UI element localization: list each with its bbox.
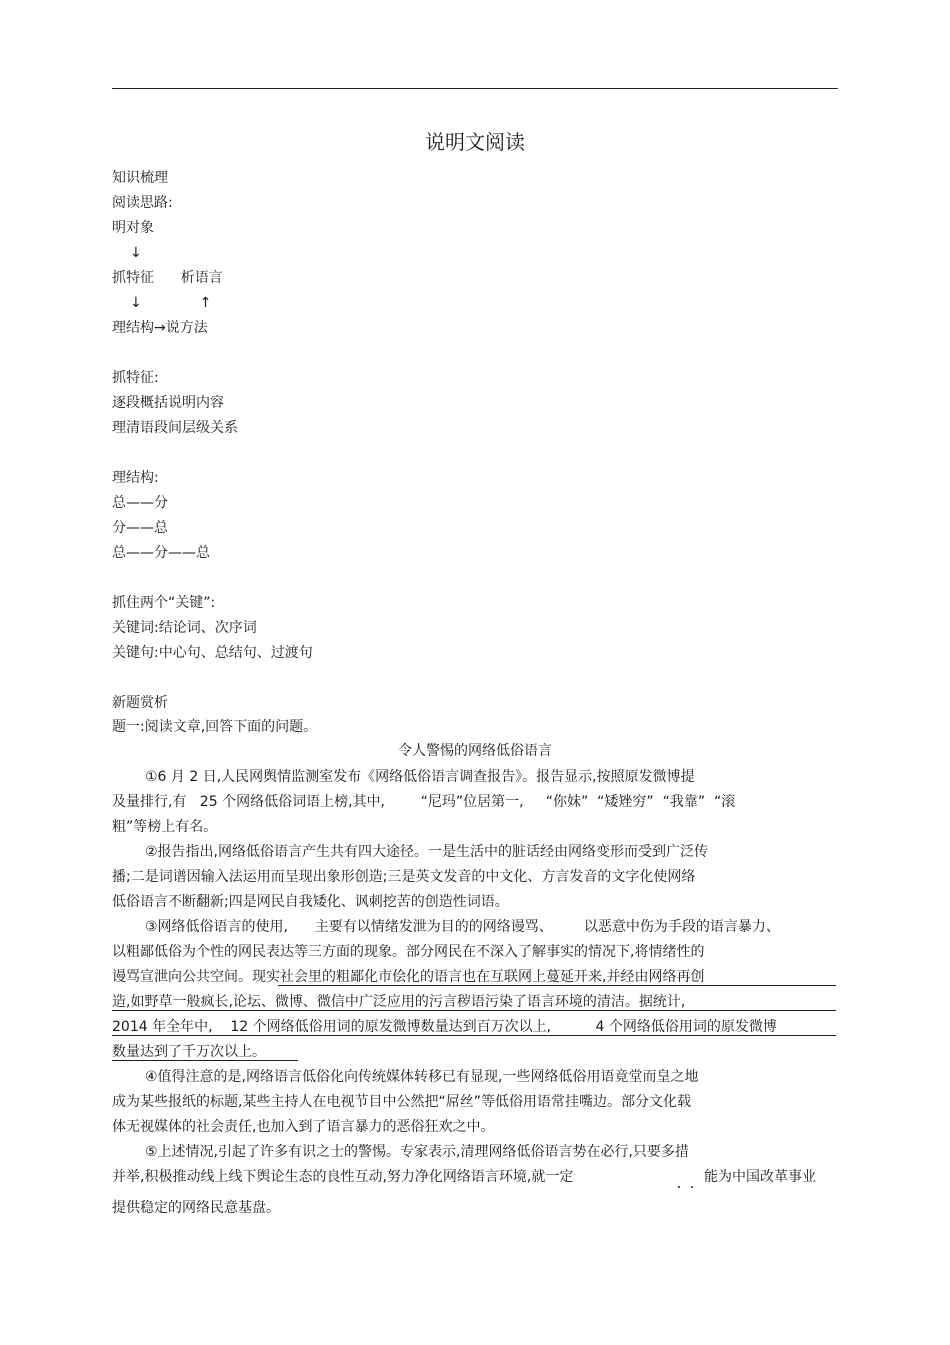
paragraph-5-line-2a: 并举,积极推动线上线下舆论生态的良性互动,努力净化网络语言环境,就一定 xyxy=(112,1169,574,1185)
key-sentences: 关键句:中心句、总结句、过渡句 xyxy=(112,645,313,661)
structure-heading: 理结构: xyxy=(112,470,159,486)
paragraph-5-line-2b: 能为中国改革事业 xyxy=(704,1169,816,1185)
structure-item-3: 总——分——总 xyxy=(112,545,210,561)
paragraph-2-line-2: 播;二是词谱因输入法运用而呈现出象形创造;三是英文发音的中文化、方言发音的文字化使网络 xyxy=(112,869,696,885)
paragraph-2-line-1: ②报告指出,网络低俗语言产生共有四大途径。一是生活中的脏话经由网络变形而受到广泛传 xyxy=(145,844,708,860)
paragraph-5-line-1: ⑤上述情况,引起了许多有识之士的警惕。专家表示,清理网络低俗语言势在必行,只要多措 xyxy=(145,1144,689,1160)
paragraph-3-line-1: ③网络低俗语言的使用, 主要有以情绪发泄为目的的网络谩骂、 以恶意中伤为手段的语言暴力、 xyxy=(145,919,780,935)
underline-1 xyxy=(278,985,836,986)
paragraph-1-line-1: ①6 月 2 日,人民网舆情监测室发布《网络低俗语言调查报告》。报告显示,按照原发微博提 xyxy=(145,769,695,785)
features-item-2: 理清语段间层级关系 xyxy=(112,420,238,436)
underline-2 xyxy=(112,1010,836,1011)
flow-step-object: 明对象 xyxy=(112,220,154,236)
structure-item-2: 分——总 xyxy=(112,520,168,536)
paragraph-4-line-2: 成为某些报纸的标题,某些主持人在电视节目中公然把“屌丝”等低俗用语常挂嘴边。部分文化载 xyxy=(112,1094,691,1110)
paragraph-3-line-5: 2014 年全年中, 12 个网络低俗用词的原发微博数量达到百万次以上, 4 个网络低俗用词的原发微博 xyxy=(112,1019,777,1035)
paragraph-3-line-2: 以粗鄙低俗为个性的网民表达等三方面的现象。部分网民在不深入了解事实的情况下,将情绪性的 xyxy=(112,944,705,960)
emphasis-dot xyxy=(691,1186,693,1188)
paragraph-5-line-3: 提供稳定的网络民意基盘。 xyxy=(112,1200,280,1216)
section-heading-knowledge: 知识梳理 xyxy=(112,170,168,186)
underline-4 xyxy=(112,1060,298,1061)
paragraph-3-line-6: 数量达到了千万次以上。 xyxy=(112,1044,266,1060)
article-title: 令人警惕的网络低俗语言 xyxy=(398,743,552,759)
flow-step-features-language: 抓特征 析语言 xyxy=(112,270,223,286)
structure-item-1: 总——分 xyxy=(112,495,168,511)
paragraph-4-line-3: 体无视媒体的社会责任,也加入到了语言暴力的恶俗狂欢之中。 xyxy=(112,1119,495,1135)
paragraph-2-line-3: 低俗语言不断翻新;四是网民自我矮化、讽刺挖苦的创造性词语。 xyxy=(112,894,509,910)
features-item-1: 逐段概括说明内容 xyxy=(112,395,224,411)
paragraph-1-line-3: 粗”等榜上有名。 xyxy=(112,819,218,835)
emphasis-dot xyxy=(678,1186,680,1188)
paragraph-1-line-2: 及量排行,有 25 个网络低俗词语上榜,其中, “尼玛”位居第一, “你妹” “矮矬穷” “我靠” “滚 xyxy=(112,794,736,810)
paragraph-3-line-4: 造,如野草一般疯长,论坛、微博、微信中广泛应用的污言秽语污染了语言环境的清洁。据统计, xyxy=(112,994,686,1010)
header-rule xyxy=(112,88,838,89)
paragraph-4-line-1: ④值得注意的是,网络语言低俗化向传统媒体转移已有显现,一些网络低俗用语竟堂而皇之地 xyxy=(145,1069,699,1085)
flow-arrow-down: ↓ xyxy=(130,245,142,261)
question-prompt: 题一:阅读文章,回答下面的问题。 xyxy=(112,719,318,735)
features-heading: 抓特征: xyxy=(112,370,159,386)
new-questions-heading: 新题赏析 xyxy=(112,695,168,711)
underline-3 xyxy=(112,1035,836,1036)
page-title: 说明文阅读 xyxy=(425,130,525,154)
flow-arrows: ↓ ↑ xyxy=(130,295,212,311)
paragraph-3-line-3: 谩骂宣泄向公共空间。现实社会里的粗鄙化市侩化的语言也在互联网上蔓延开来,并经由网络再创 xyxy=(112,969,705,985)
keys-heading: 抓住两个“关键”: xyxy=(112,595,216,611)
reading-approach-label: 阅读思路: xyxy=(112,195,173,211)
flow-step-structure-method: 理结构→说方法 xyxy=(112,320,208,336)
key-words: 关键词:结论词、次序词 xyxy=(112,620,257,636)
